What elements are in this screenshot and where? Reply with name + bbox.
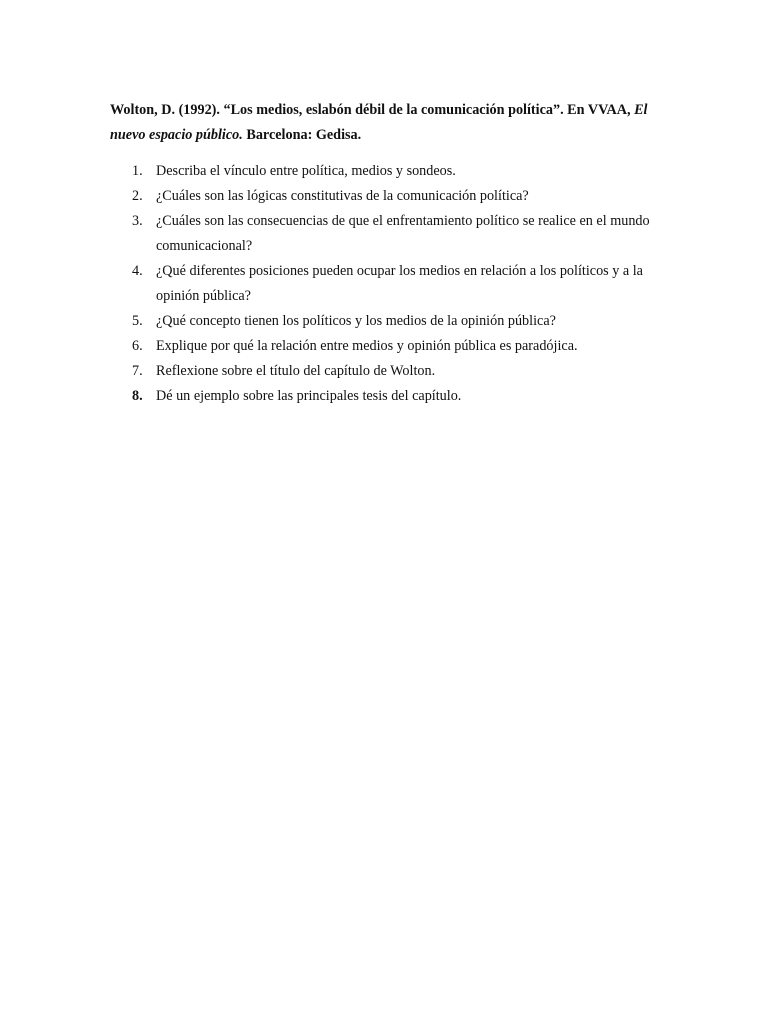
list-item	[110, 359, 670, 384]
list-item	[110, 159, 670, 184]
list-item	[110, 384, 670, 409]
item-text: Explique por qué la relación entre medios y opinión pública es paradójica.	[156, 338, 578, 354]
list-item	[110, 334, 670, 359]
citation-text: Wolton, D. (1992). “Los medios, eslabón débil de la comunicación política”. En VVAA,	[110, 102, 635, 119]
item-text: Reflexione sobre el título del capítulo de Wolton.	[156, 363, 436, 379]
item-number: 6.	[132, 338, 143, 354]
item-number: 4.	[132, 263, 143, 279]
list-item	[110, 309, 670, 334]
item-number: 1.	[132, 163, 143, 179]
item-number: 2.	[132, 188, 143, 204]
citation-publisher: Barcelona: Gedisa.	[242, 127, 362, 144]
list-item	[110, 209, 670, 259]
list-item	[110, 184, 670, 209]
item-text: ¿Qué diferentes posiciones pueden ocupar los medios en relación a los políticos y a la opinión pública?	[156, 263, 643, 304]
item-number: 3.	[132, 213, 143, 229]
citation-book-title: El nuevo espacio público.	[110, 102, 648, 144]
list-item	[110, 259, 670, 309]
item-text: ¿Qué concepto tienen los políticos y los medios de la opinión pública?	[156, 313, 556, 329]
item-text: Describa el vínculo entre política, medios y sondeos.	[156, 163, 456, 179]
item-text: Dé un ejemplo sobre las principales tesis del capítulo.	[156, 388, 462, 404]
item-number: 8.	[132, 388, 143, 404]
item-text: ¿Cuáles son las lógicas constitutivas de la comunicación política?	[156, 188, 529, 204]
item-number: 7.	[132, 363, 143, 379]
questions-list	[110, 159, 670, 409]
item-number: 5.	[132, 313, 143, 329]
citation-reference	[110, 98, 670, 148]
item-text: ¿Cuáles son las consecuencias de que el enfrentamiento político se realice en el mundo comunicacional?	[156, 213, 650, 254]
